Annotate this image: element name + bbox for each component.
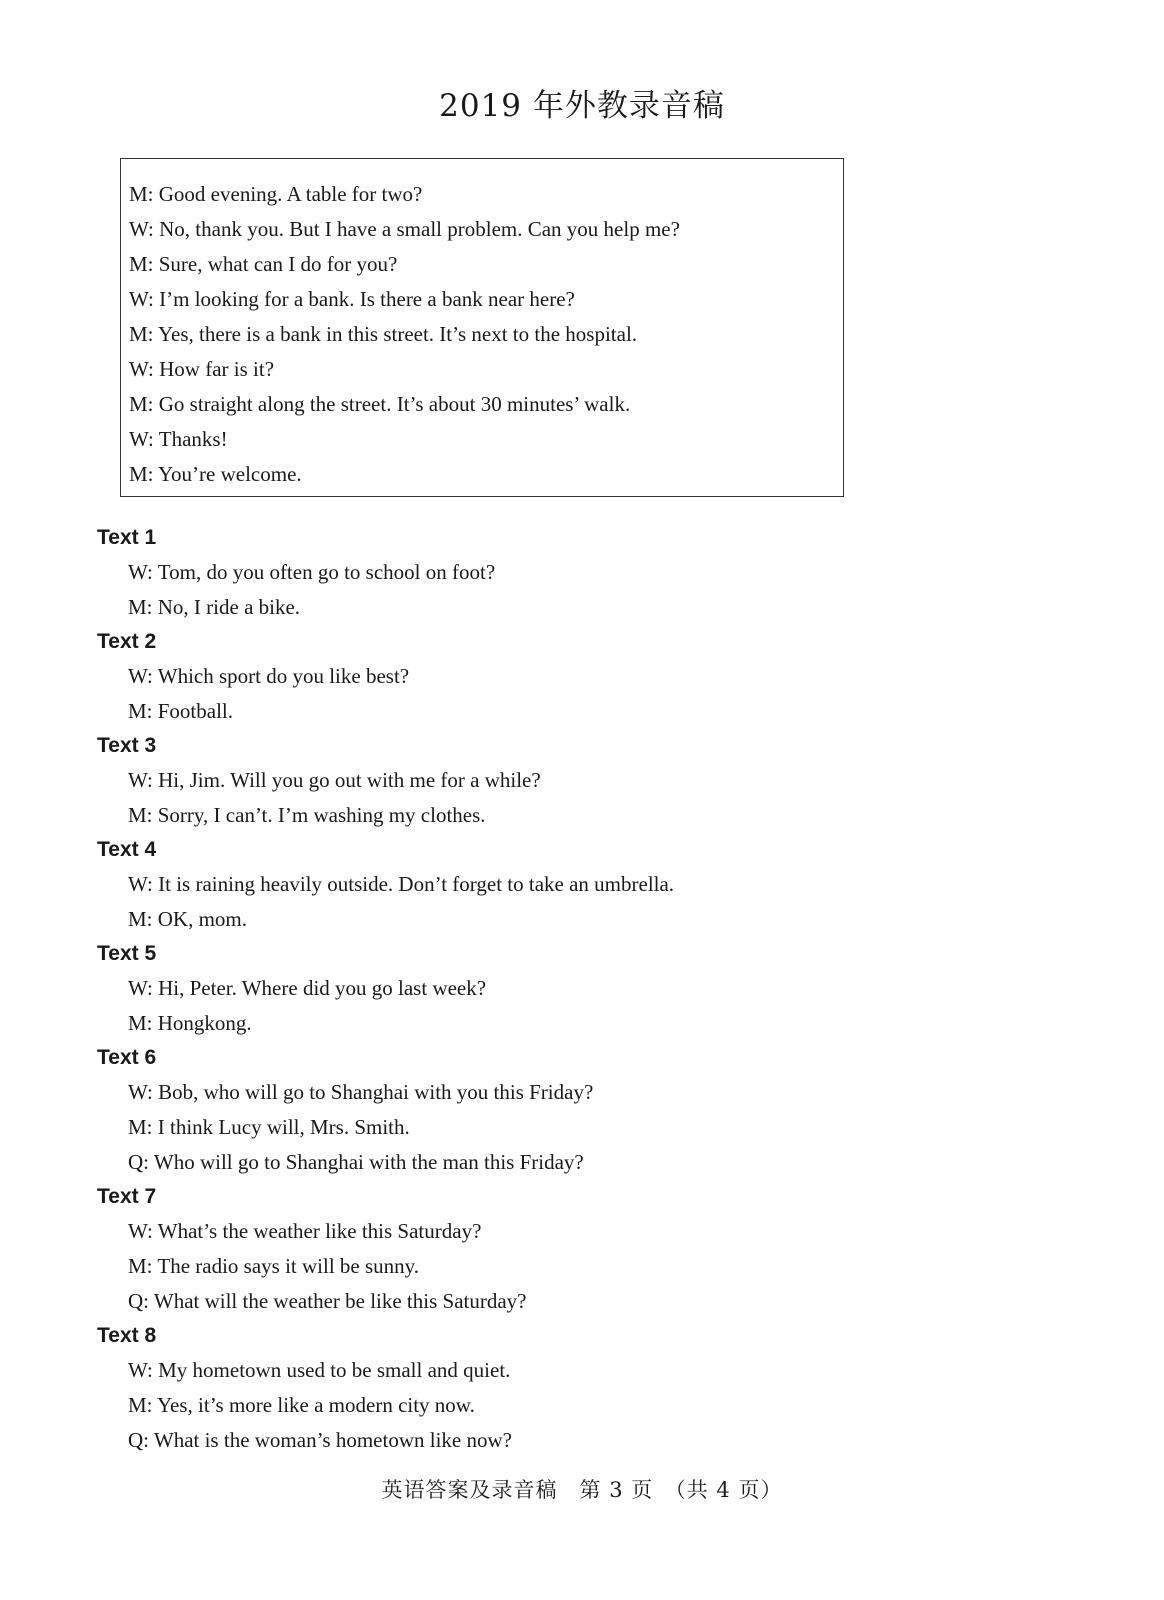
text-6-question: Q: Who will go to Shanghai with the man this Friday?: [128, 1150, 584, 1174]
text-1-line: W: Tom, do you often go to school on foot?: [128, 560, 496, 584]
page-footer: 英语答案及录音稿 第 3 页 （共 4 页）: [381, 1478, 783, 1502]
text-6-line: M: I think Lucy will, Mrs. Smith.: [128, 1115, 410, 1139]
text-5-line: M: Hongkong.: [128, 1011, 252, 1035]
text-8-line: W: My hometown used to be small and quiet.: [128, 1358, 511, 1382]
dialogue-line: M: You’re welcome.: [129, 462, 302, 486]
text-4-line: W: It is raining heavily outside. Don’t forget to take an umbrella.: [128, 872, 675, 896]
dialogue-line: W: I’m looking for a bank. Is there a bank near here?: [129, 287, 575, 311]
page-title: 2019 年外教录音稿: [439, 88, 725, 124]
text-8-line: M: Yes, it’s more like a modern city now.: [128, 1393, 475, 1417]
dialogue-line: M: Sure, what can I do for you?: [129, 252, 398, 276]
text-7-title: Text 7: [97, 1185, 157, 1208]
text-1-line: M: No, I ride a bike.: [128, 595, 301, 619]
text-8-question: Q: What is the woman’s hometown like now?: [128, 1428, 512, 1452]
text-2-line: W: Which sport do you like best?: [128, 664, 410, 688]
text-2-line: M: Football.: [128, 699, 234, 723]
listening-texts: [97, 521, 997, 1458]
dialogue-box: [120, 158, 844, 497]
dialogue-line: W: How far is it?: [129, 357, 275, 381]
dialogue-line: W: No, thank you. But I have a small problem. Can you help me?: [129, 217, 680, 241]
dialogue-line: M: Good evening. A table for two?: [129, 182, 423, 206]
text-6-line: W: Bob, who will go to Shanghai with you this Friday?: [128, 1080, 594, 1104]
dialogue-line: M: Yes, there is a bank in this street. It’s next to the hospital.: [129, 322, 638, 346]
dialogue-line: W: Thanks!: [129, 427, 228, 451]
text-2-title: Text 2: [97, 630, 157, 653]
text-7-question: Q: What will the weather be like this Saturday?: [128, 1289, 527, 1313]
text-3-line: M: Sorry, I can’t. I’m washing my clothes.: [128, 803, 486, 827]
text-4-title: Text 4: [97, 838, 157, 861]
text-8-title: Text 8: [97, 1324, 157, 1347]
text-5-line: W: Hi, Peter. Where did you go last week?: [128, 976, 487, 1000]
text-7-line: W: What’s the weather like this Saturday?: [128, 1219, 482, 1243]
dialogue-line: M: Go straight along the street. It’s about 30 minutes’ walk.: [129, 392, 631, 416]
text-7-line: M: The radio says it will be sunny.: [128, 1254, 420, 1278]
text-4-line: M: OK, mom.: [128, 907, 248, 931]
text-3-title: Text 3: [97, 734, 157, 757]
text-6-title: Text 6: [97, 1046, 157, 1069]
text-5-title: Text 5: [97, 942, 157, 965]
text-3-line: W: Hi, Jim. Will you go out with me for a while?: [128, 768, 541, 792]
text-1-title: Text 1: [97, 526, 157, 549]
